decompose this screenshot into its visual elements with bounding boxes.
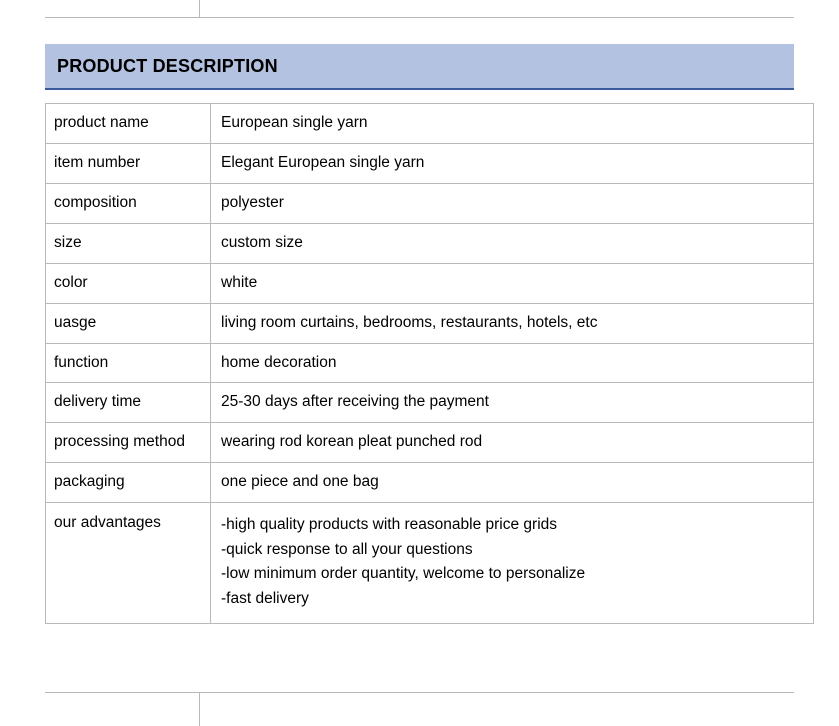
spec-key: item number	[46, 143, 211, 183]
table-row-advantages	[46, 503, 814, 624]
spec-key: processing method	[46, 423, 211, 463]
list-item: -low minimum order quantity, welcome to personalize	[221, 565, 586, 583]
list-item: -quick response to all your questions	[221, 540, 473, 558]
list-item: -fast delivery	[221, 589, 309, 607]
spec-value: home decoration	[211, 343, 814, 383]
spec-value: custom size	[211, 223, 814, 263]
list-item: -high quality products with reasonable price grids	[221, 516, 558, 534]
table-bottom-stub-cell	[45, 693, 200, 726]
spec-value: one piece and one bag	[211, 463, 814, 503]
table-row	[46, 223, 814, 263]
spec-value: Elegant European single yarn	[211, 143, 814, 183]
spec-value: living room curtains, bedrooms, restaurants, hotels, etc	[211, 303, 814, 343]
page-title: PRODUCT DESCRIPTION	[57, 55, 278, 76]
spec-key: color	[46, 263, 211, 303]
spec-value: wearing rod korean pleat punched rod	[211, 423, 814, 463]
advantages-list	[221, 513, 813, 611]
section-header	[45, 44, 794, 90]
table-top-stub-cell	[45, 0, 200, 18]
spec-value: white	[211, 263, 814, 303]
spec-key: uasge	[46, 303, 211, 343]
spec-value-advantages	[211, 503, 814, 624]
table-row	[46, 143, 814, 183]
spec-value: polyester	[211, 183, 814, 223]
spec-value: 25-30 days after receiving the payment	[211, 383, 814, 423]
table-row	[46, 463, 814, 503]
spec-key: our advantages	[46, 503, 211, 624]
product-spec-table	[45, 103, 814, 624]
table-row	[46, 423, 814, 463]
product-spec-table-body	[46, 104, 814, 624]
table-row	[46, 303, 814, 343]
table-bottom-stub	[45, 692, 794, 725]
spec-key: packaging	[46, 463, 211, 503]
table-row	[46, 383, 814, 423]
spec-key: function	[46, 343, 211, 383]
table-row	[46, 343, 814, 383]
table-row	[46, 104, 814, 144]
spec-value: European single yarn	[211, 104, 814, 144]
table-top-stub	[45, 0, 794, 18]
spec-key: size	[46, 223, 211, 263]
spec-key: composition	[46, 183, 211, 223]
spec-key: product name	[46, 104, 211, 144]
table-row	[46, 263, 814, 303]
table-row	[46, 183, 814, 223]
spec-key: delivery time	[46, 383, 211, 423]
